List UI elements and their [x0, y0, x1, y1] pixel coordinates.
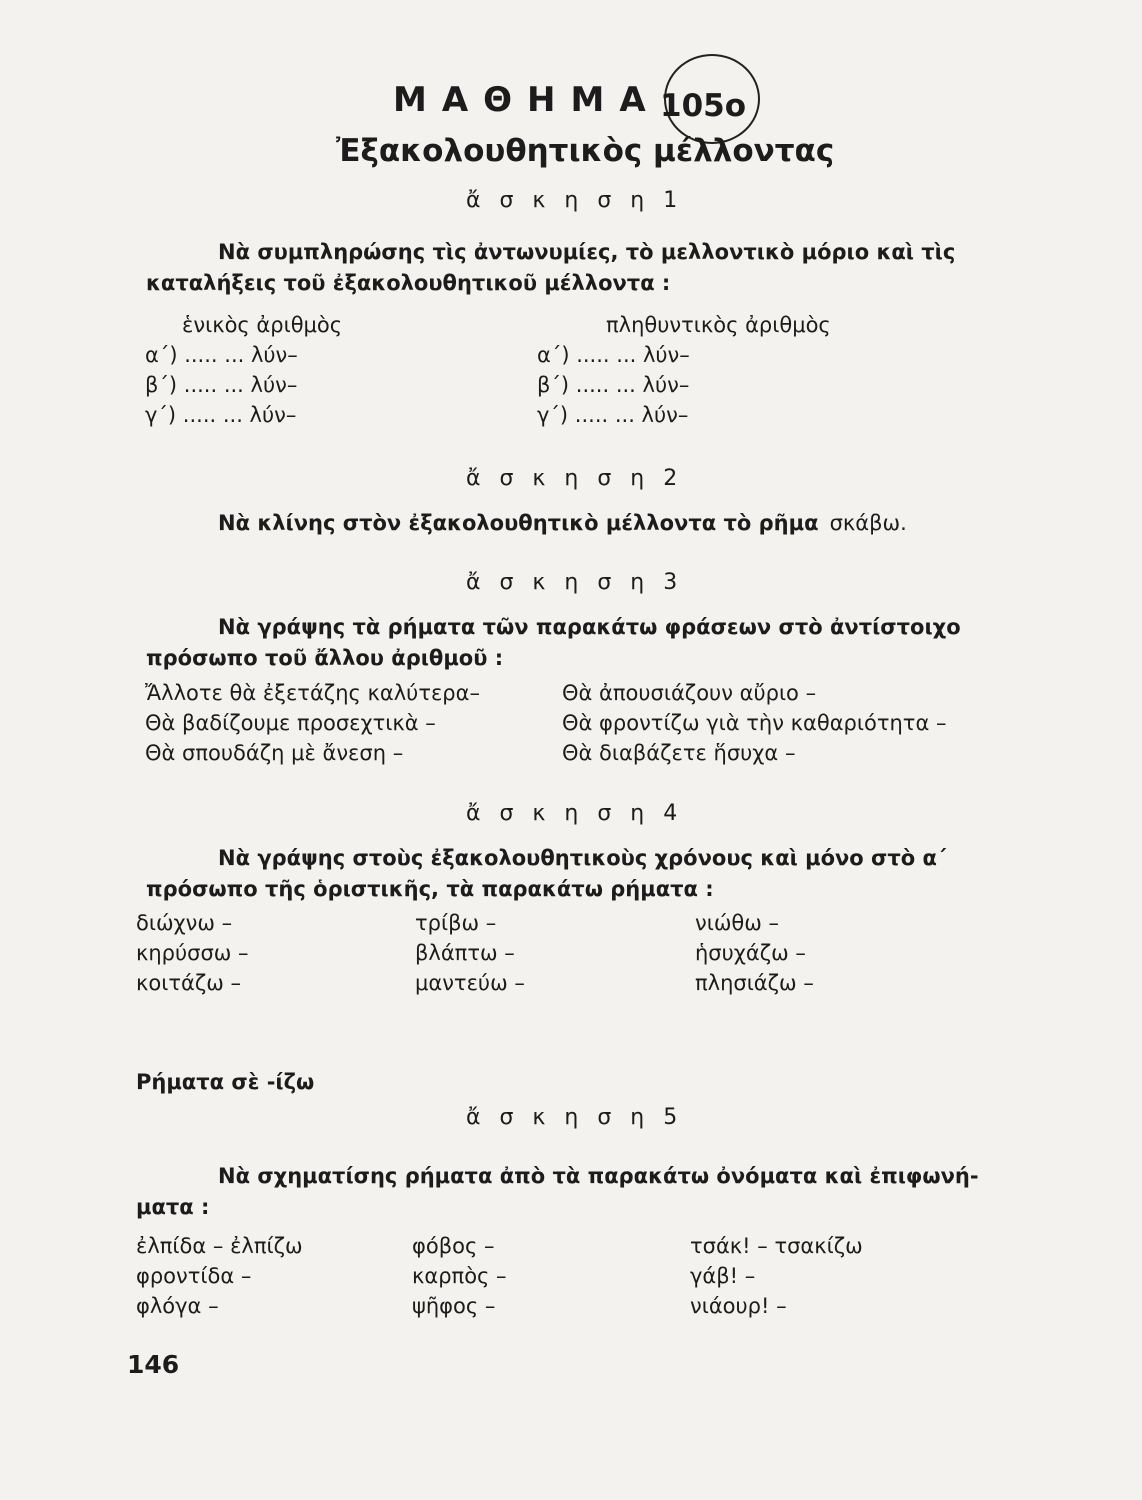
- plural-row: β΄) ..... ... λύν–: [537, 373, 690, 397]
- verb-col3: νιώθω –: [695, 911, 780, 935]
- plural-row: γ΄) ..... ... λύν–: [537, 403, 689, 427]
- singular-label: ἑνικὸς ἀριθμὸς: [182, 313, 343, 337]
- exercise-4-instruction-line2: πρόσωπο τῆς ὁριστικῆς, τὰ παρακάτω ρήματα :: [146, 877, 714, 901]
- exercise-5-heading: ἄ σ κ η σ η 5: [466, 1105, 684, 1130]
- phrase-right: Θὰ ἀπουσιάζουν αὔριο –: [562, 681, 817, 705]
- section-title: Ρήματα σὲ -ίζω: [136, 1070, 315, 1094]
- interjection-col3: γάβ! –: [690, 1264, 756, 1288]
- plural-label: πληθυντικὸς ἀριθμὸς: [606, 313, 831, 337]
- singular-row: γ΄) ..... ... λύν–: [145, 403, 297, 427]
- exercise-2-instruction-text: Νὰ κλίνης στὸν ἐξακολουθητικὸ μέλλοντα τὸ ρῆμα: [218, 511, 819, 535]
- exercise-1-instruction-line2: καταλήξεις τοῦ ἐξακολουθητικοῦ μέλλοντα :: [146, 271, 671, 295]
- lesson-number: 105ο: [660, 88, 747, 124]
- exercise-1-heading: ἄ σ κ η σ η 1: [466, 188, 684, 213]
- noun-col2: καρπὸς –: [412, 1264, 507, 1288]
- exercise-3-instruction-line1: Νὰ γράψης τὰ ρήματα τῶν παρακάτω φράσεων στὸ ἀντίστοιχο: [218, 615, 961, 639]
- exercise-5-instruction-line2: ματα :: [136, 1195, 210, 1219]
- noun-col2: φόβος –: [412, 1234, 495, 1258]
- exercise-2-heading: ἄ σ κ η σ η 2: [466, 466, 684, 491]
- interjection-col3: νιάουρ! –: [690, 1294, 787, 1318]
- verb-col2: βλάπτω –: [415, 941, 515, 965]
- lesson-subtitle: Ἐξακολουθητικὸς μέλλοντας: [336, 133, 835, 169]
- noun-col1: φροντίδα –: [136, 1264, 252, 1288]
- exercise-3-heading: ἄ σ κ η σ η 3: [466, 570, 684, 595]
- phrase-left: Θὰ σπουδάζη μὲ ἄνεση –: [145, 741, 404, 765]
- verb-col2: τρίβω –: [415, 911, 497, 935]
- verb-col2: μαντεύω –: [415, 971, 525, 995]
- page-number: 146: [127, 1350, 180, 1379]
- phrase-right: Θὰ διαβάζετε ἥσυχα –: [562, 741, 796, 765]
- plural-row: α΄) ..... ... λύν–: [537, 343, 690, 367]
- exercise-4-instruction-line1: Νὰ γράψης στοὺς ἐξακολουθητικοὺς χρόνους καὶ μόνο στὸ α΄: [218, 846, 947, 870]
- verb-col1: κηρύσσω –: [136, 941, 249, 965]
- verb-col1: διώχνω –: [136, 911, 233, 935]
- phrase-right: Θὰ φροντίζω γιὰ τὴν καθαριότητα –: [562, 711, 947, 735]
- verb-col3: ἡσυχάζω –: [695, 941, 806, 965]
- singular-row: α΄) ..... ... λύν–: [145, 343, 298, 367]
- singular-row: β΄) ..... ... λύν–: [145, 373, 298, 397]
- phrase-left: Ἄλλοτε θὰ ἐξετάζης καλύτερα–: [145, 681, 480, 705]
- exercise-4-heading: ἄ σ κ η σ η 4: [466, 801, 684, 826]
- phrase-left: Θὰ βαδίζουμε προσεχτικὰ –: [145, 711, 436, 735]
- exercise-5-instruction-line1: Νὰ σχηματίσης ρήματα ἀπὸ τὰ παρακάτω ὀνόματα καὶ ἐπιφωνή-: [218, 1164, 979, 1188]
- noun-col1: ἐλπίδα – ἐλπίζω: [136, 1234, 303, 1258]
- verb-col1: κοιτάζω –: [136, 971, 241, 995]
- verb-col3: πλησιάζω –: [695, 971, 814, 995]
- noun-col1: φλόγα –: [136, 1294, 219, 1318]
- lesson-title: ΜΑΘΗΜΑ: [393, 80, 661, 120]
- interjection-col3: τσάκ! – τσακίζω: [690, 1234, 863, 1258]
- exercise-2-verb: σκάβω.: [829, 511, 907, 535]
- noun-col2: ψῆφος –: [412, 1294, 496, 1318]
- exercise-2-instruction: [218, 511, 907, 535]
- exercise-1-instruction-line1: Νὰ συμπληρώσης τὶς ἀντωνυμίες, τὸ μελλοντικὸ μόριο καὶ τὶς: [218, 240, 956, 264]
- exercise-3-instruction-line2: πρόσωπο τοῦ ἄλλου ἀριθμοῦ :: [146, 646, 504, 670]
